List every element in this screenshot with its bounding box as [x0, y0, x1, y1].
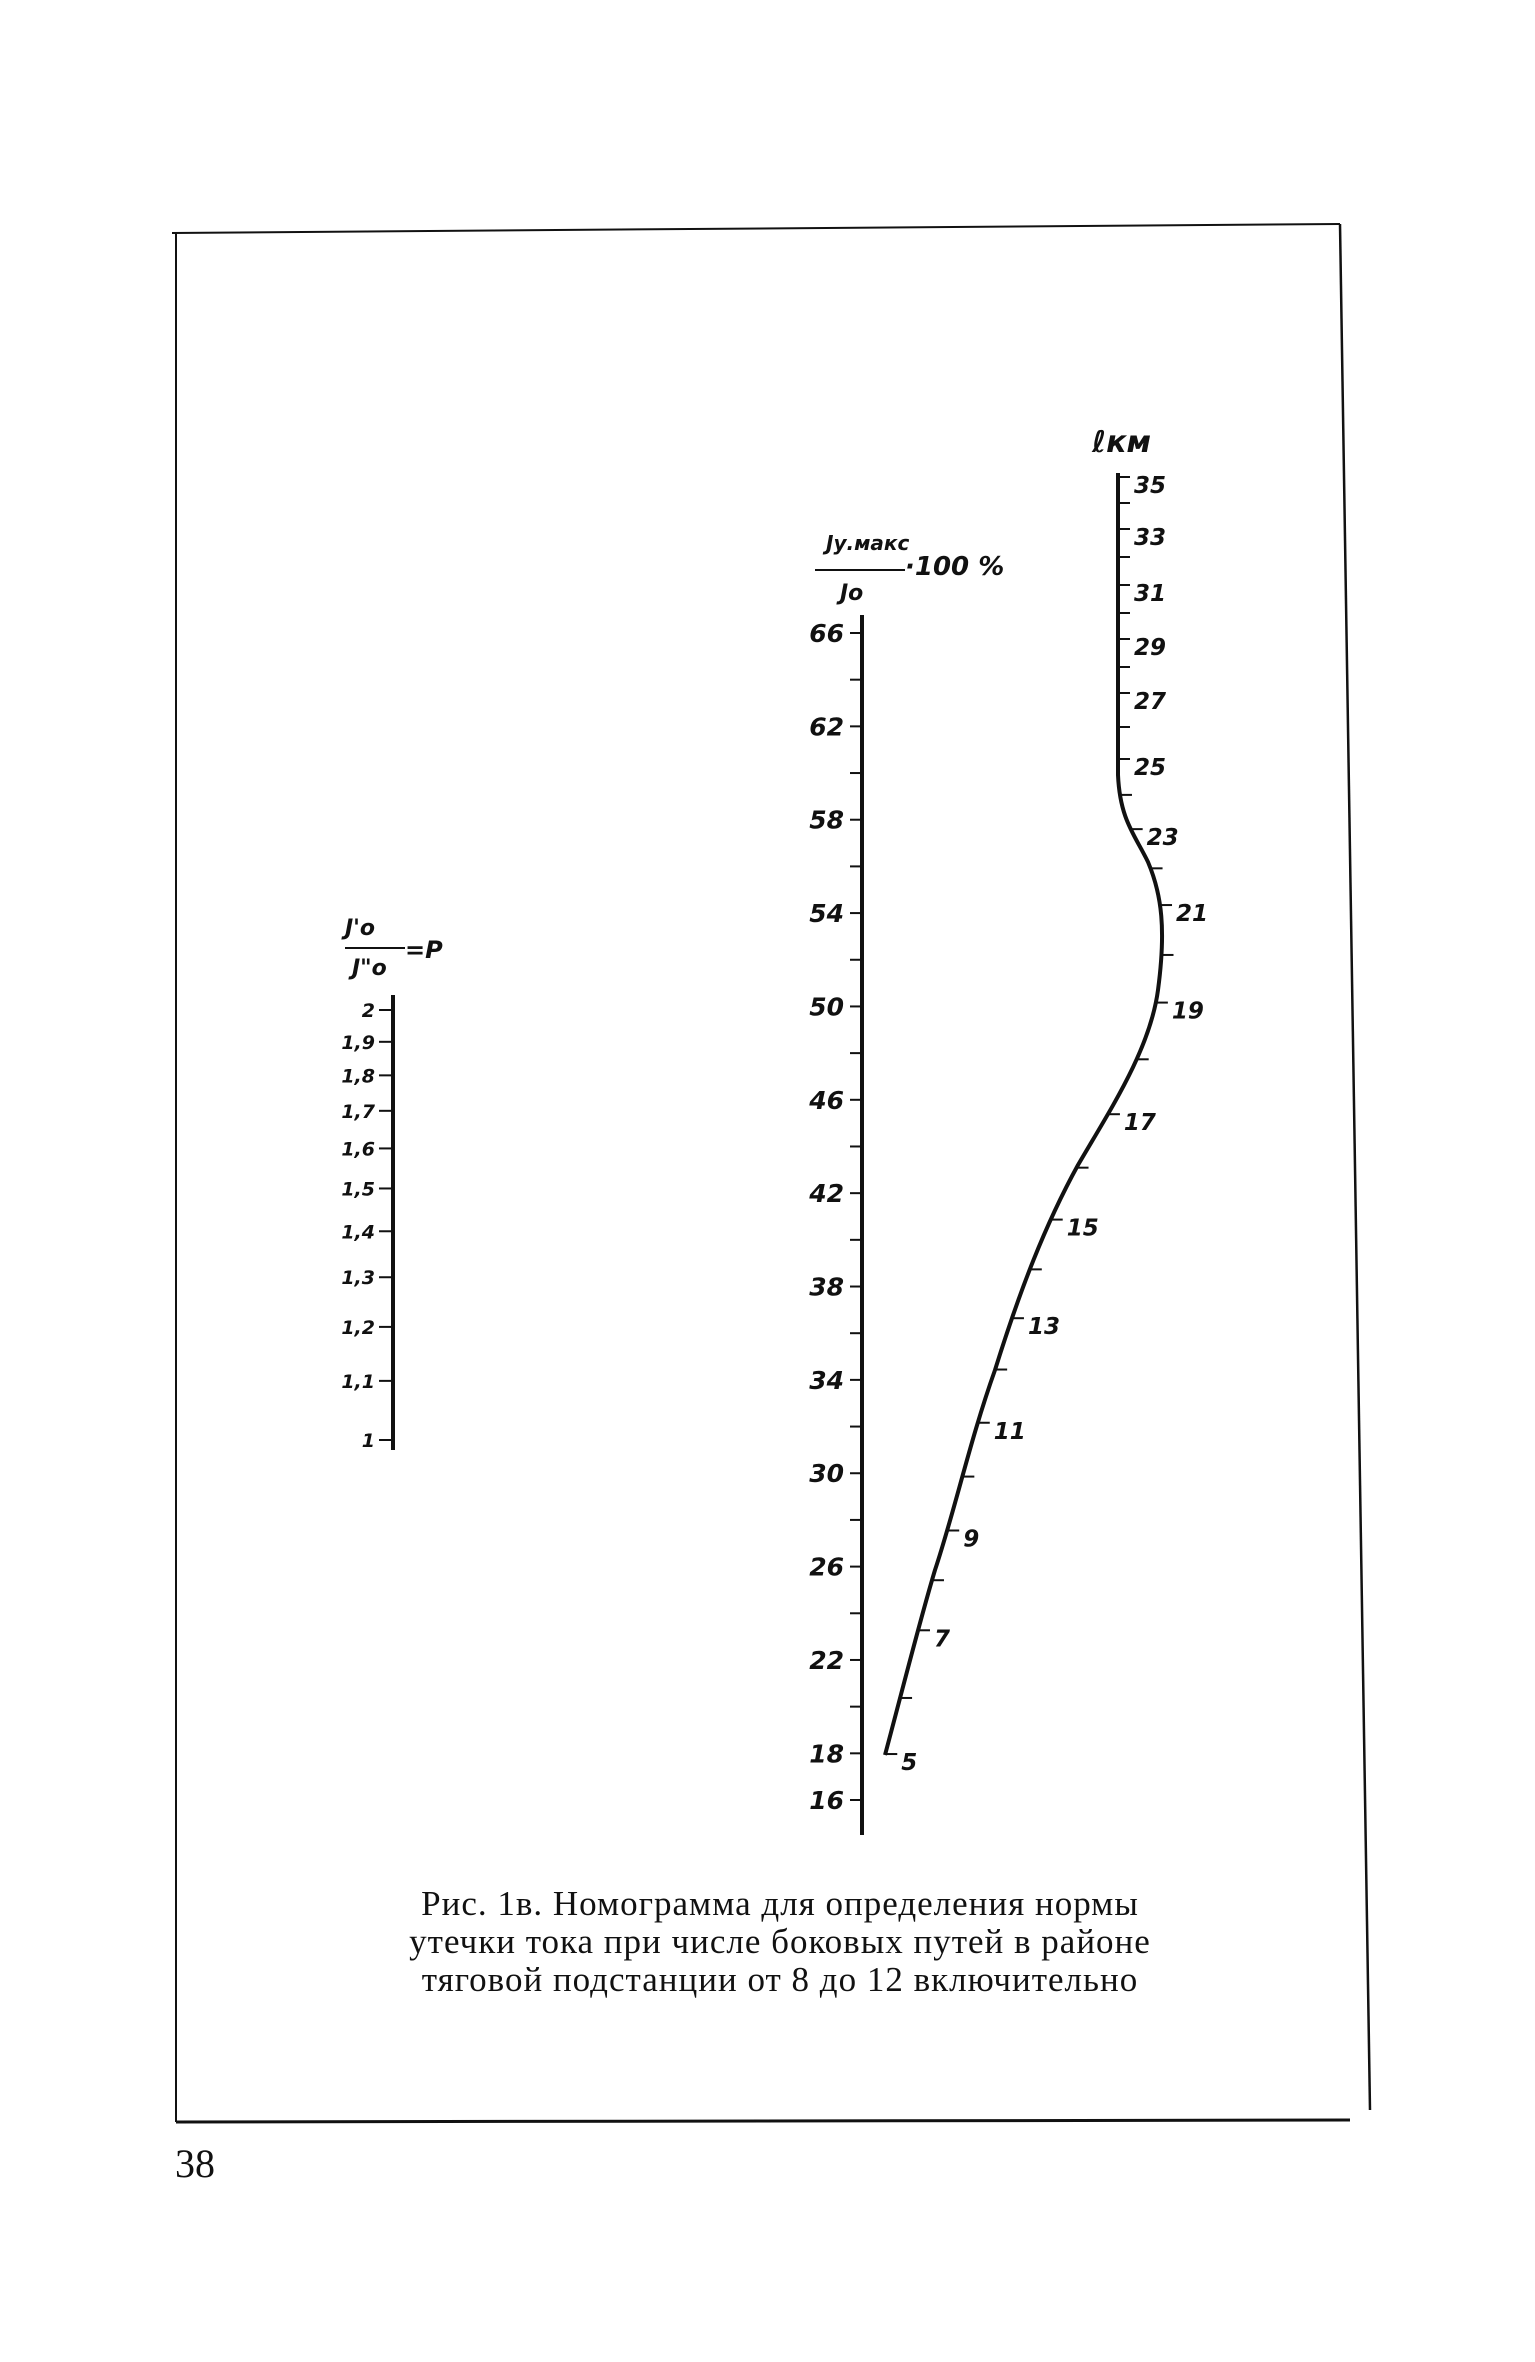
percent-scale: [808, 531, 1004, 1835]
p-scale: [341, 916, 443, 1452]
percent-scale-tick-label: 58: [809, 805, 844, 835]
p-scale-tick-label: 2: [361, 1000, 375, 1022]
percent-scale-tick-label: 22: [809, 1645, 844, 1675]
percent-scale-tick-label: 50: [809, 992, 844, 1022]
p-scale-tick-label: 1,9: [341, 1031, 375, 1054]
length-scale-tick-label: 13: [1027, 1314, 1060, 1341]
percent-scale-label-denominator: Jo: [840, 581, 864, 606]
percent-scale-tick-label: 38: [809, 1272, 844, 1302]
percent-scale-tick-label: 46: [809, 1085, 844, 1115]
p-scale-tick-label: 1,5: [341, 1178, 375, 1201]
figure-frame: [172, 224, 1370, 2122]
percent-scale-tick-label: 30: [809, 1459, 844, 1489]
percent-scale-tick-label: 18: [809, 1739, 844, 1769]
page-number: 38: [175, 2141, 215, 2186]
length-scale-tick-label: 29: [1134, 635, 1167, 661]
length-scale-tick-label: 19: [1171, 998, 1204, 1025]
percent-scale-tick-label: 26: [809, 1552, 844, 1582]
percent-scale-tick-label: 54: [809, 899, 844, 929]
p-scale-tick-label: 1,4: [341, 1221, 375, 1244]
length-scale-tick-label: 23: [1146, 825, 1179, 852]
percent-scale-tick-label: 66: [809, 619, 844, 648]
length-scale-tick-label: 5: [901, 1750, 918, 1777]
length-scale-tick-label: 11: [993, 1418, 1026, 1445]
length-scale-label: ℓкм: [1092, 425, 1152, 460]
p-scale-tick-label: 1,2: [341, 1316, 375, 1339]
length-scale: [885, 425, 1208, 1776]
percent-scale-label-numerator: Jу.макс: [826, 531, 910, 555]
length-scale-tick-label: 17: [1123, 1110, 1156, 1137]
p-scale-tick-label: 1,1: [341, 1370, 375, 1393]
percent-scale-tick-label: 62: [809, 712, 844, 742]
p-scale-tick-label: 1,6: [341, 1138, 375, 1161]
percent-scale-label-suffix: ·100 %: [905, 552, 1005, 582]
length-scale-tick-label: 27: [1134, 689, 1167, 715]
p-scale-tick-label: 1: [361, 1430, 375, 1452]
p-scale-tick-label: 1,3: [341, 1267, 375, 1290]
p-scale-tick-label: 1,7: [341, 1100, 375, 1123]
percent-scale-ticks: [808, 619, 862, 1815]
percent-scale-tick-label: 16: [809, 1786, 844, 1815]
length-scale-tick-label: 31: [1134, 581, 1167, 607]
percent-scale-tick-label: 42: [809, 1179, 844, 1209]
p-scale-label-equals: =P: [405, 936, 443, 964]
length-scale-tick-label: 35: [1134, 473, 1167, 499]
p-scale-ticks: [341, 1000, 393, 1452]
length-scale-tick-label: 15: [1066, 1215, 1099, 1242]
p-scale-label-numerator: J'o: [345, 916, 376, 941]
p-scale-label-denominator: J"o: [352, 956, 387, 981]
caption-line-1: Рис. 1в. Номограмма для определения нормы: [421, 1884, 1139, 1923]
caption-line-2: утечки тока при числе боковых путей в районе: [409, 1922, 1151, 1961]
p-scale-tick-label: 1,8: [341, 1065, 375, 1088]
length-scale-curve: [885, 473, 1162, 1755]
length-scale-ticks: [885, 473, 1208, 1776]
length-scale-tick-label: 25: [1134, 755, 1167, 781]
figure-caption: [330, 1885, 1230, 1999]
percent-scale-tick-label: 34: [809, 1365, 844, 1395]
caption-line-3: тяговой подстанции от 8 до 12 включительно: [421, 1960, 1139, 1999]
length-scale-tick-label: 33: [1134, 525, 1167, 551]
length-scale-tick-label: 7: [933, 1626, 950, 1653]
length-scale-tick-label: 21: [1176, 901, 1209, 928]
length-scale-tick-label: 9: [963, 1526, 980, 1553]
